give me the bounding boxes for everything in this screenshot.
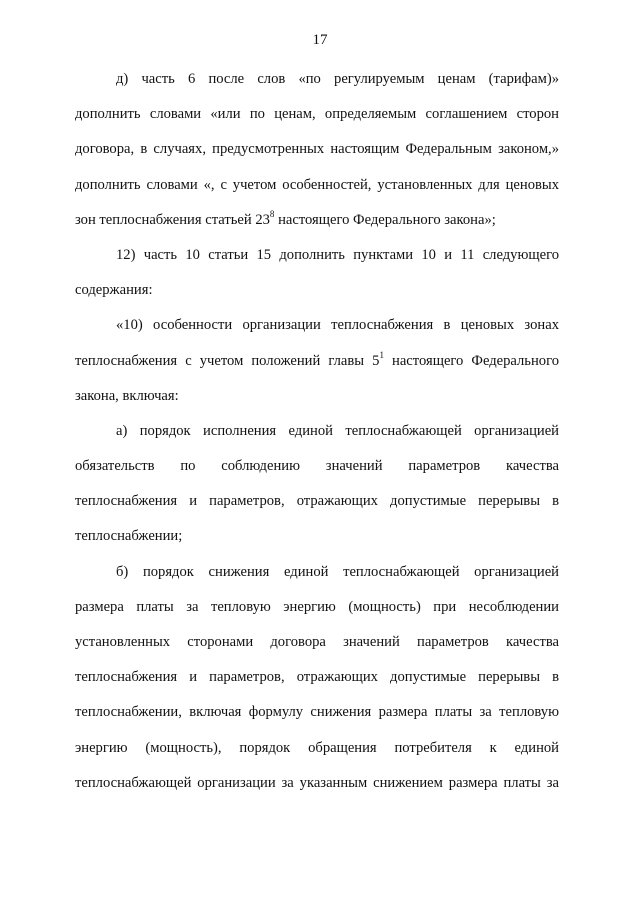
paragraph-line: теплоснабжения и параметров, отражающих допустимые перерывы в xyxy=(75,493,559,510)
paragraph-line: 12) часть 10 статьи 15 дополнить пунктами 10 и 11 следующего xyxy=(116,246,559,263)
paragraph-line: обязательств по соблюдению значений параметров качества xyxy=(75,458,559,475)
paragraph-line: содержания: xyxy=(75,282,153,299)
paragraph-line: дополнить словами «, с учетом особенностей, установленных для ценовых xyxy=(75,176,559,193)
paragraph-line: теплоснабжающей организации за указанным снижением размера платы за xyxy=(75,774,559,791)
document-body xyxy=(75,68,559,807)
superscript: 8 xyxy=(269,208,275,219)
paragraph-line: размера платы за тепловую энергию (мощность) при несоблюдении xyxy=(75,598,559,615)
paragraph-line: дополнить словами «или по ценам, определяемым соглашением сторон xyxy=(75,106,559,123)
paragraph-line xyxy=(75,350,559,385)
text-run: настоящего Федерального закона»; xyxy=(274,211,496,228)
paragraph-line: «10) особенности организации теплоснабжения в ценовых зонах xyxy=(116,317,559,334)
paragraph-line: энергию (мощность), порядок обращения потребителя к единой xyxy=(75,739,559,756)
paragraph-line: закона, включая: xyxy=(75,387,179,404)
paragraph-line: теплоснабжении; xyxy=(75,528,183,545)
paragraph-line xyxy=(75,209,559,244)
text-run: зон теплоснабжения статьей 23 xyxy=(75,211,270,228)
text-run: теплоснабжения с учетом положений главы 5 xyxy=(75,352,380,369)
text-run: настоящего Федерального xyxy=(383,352,559,369)
paragraph-line: а) порядок исполнения единой теплоснабжающей организацией xyxy=(116,422,559,439)
paragraph-line: теплоснабжении, включая формулу снижения размера платы за тепловую xyxy=(75,704,559,721)
paragraph-line: договора, в случаях, предусмотренных настоящим Федеральным законом,» xyxy=(75,141,559,158)
paragraph-line: установленных сторонами договора значений параметров качества xyxy=(75,634,559,650)
paragraph-line: д) часть 6 после слов «по регулируемым ценам (тарифам)» xyxy=(116,71,559,87)
paragraph-line: б) порядок снижения единой теплоснабжающей организацией xyxy=(116,563,559,580)
page-number: 17 xyxy=(312,32,328,48)
paragraph-line: теплоснабжения и параметров, отражающих допустимые перерывы в xyxy=(75,669,559,686)
superscript: 1 xyxy=(379,349,384,360)
